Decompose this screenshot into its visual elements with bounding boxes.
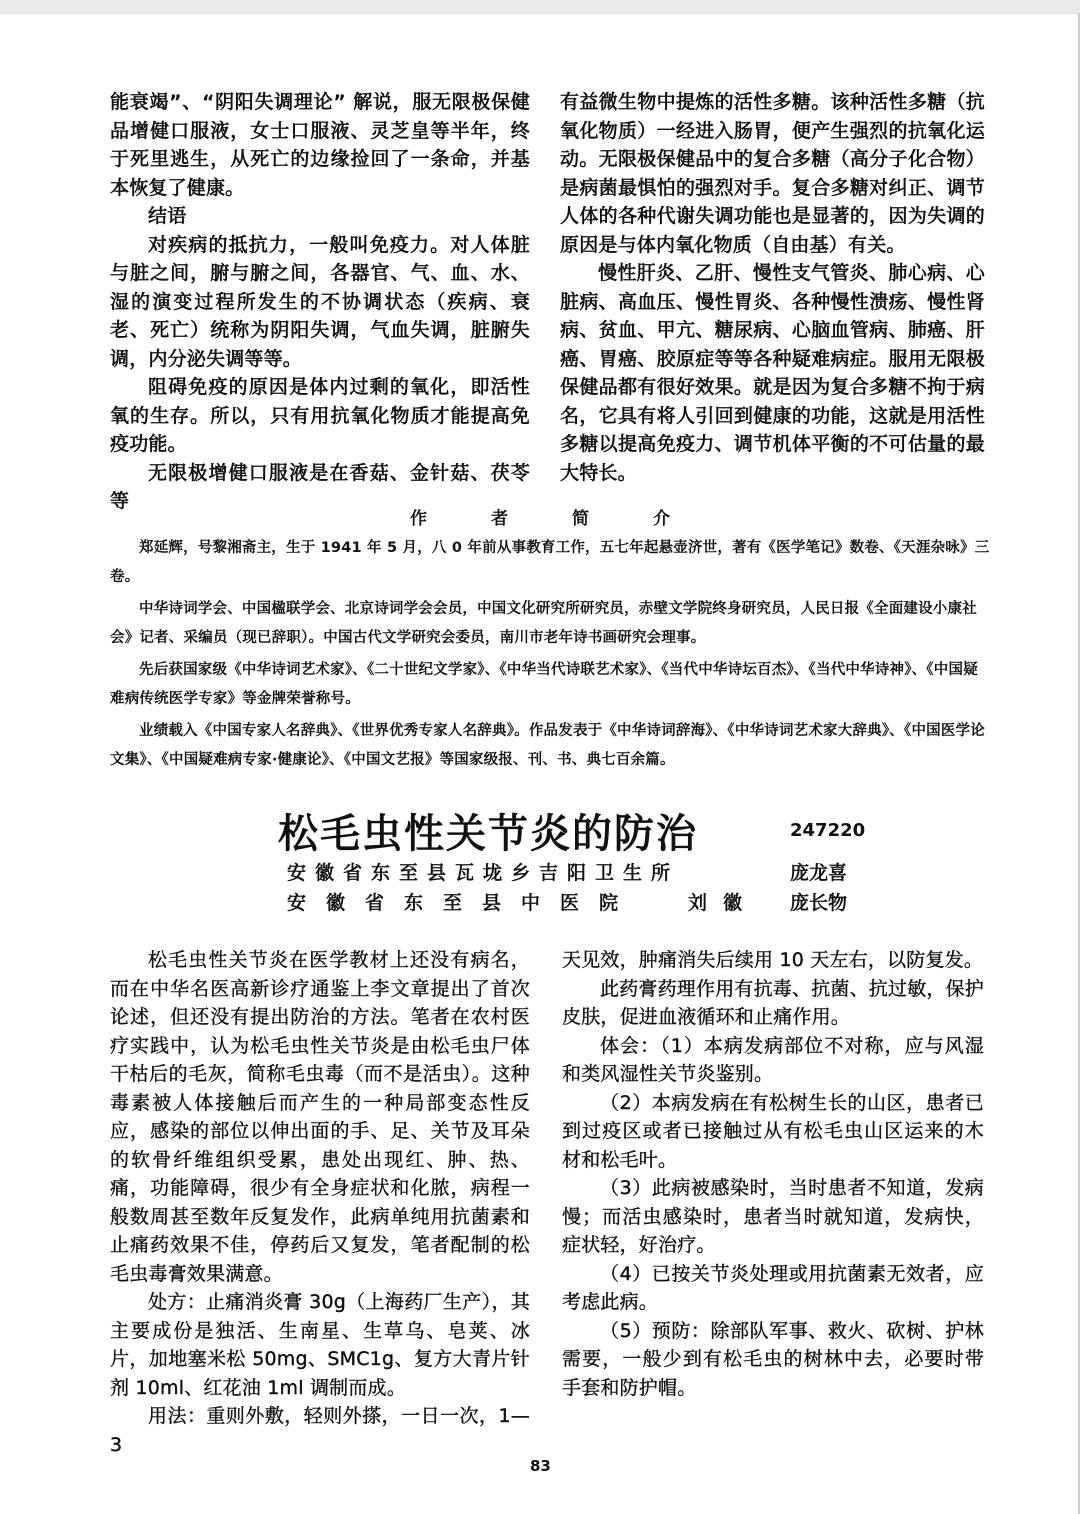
paragraph: 能衰竭”、“阴阳失调理论” 解说，服无限极保健品增健口服液，女士口服液、灵芝皇等半年，终于死里逃生，从死亡的边缘捡回了一条命，并基本恢复了健康。	[110, 91, 530, 199]
paragraph: 天见效，肿痛消失后续用 10 天左右，以防复发。	[562, 949, 984, 971]
heading-char: 者	[491, 509, 508, 529]
paragraph: （2）本病发病在有松树生长的山区，患者已到过疫区或者已接触过从有松毛虫山区运来的木材和松毛叶。	[562, 1091, 984, 1171]
article2-right-column	[562, 946, 984, 1402]
paragraph: 此药膏药理作用有抗毒、抗菌、抗过敏，保护皮肤，促进血液循环和止痛作用。	[562, 977, 985, 1028]
article-title: 松毛虫性关节炎的防治	[278, 811, 698, 857]
affiliation: 安徽省东至县瓦垅乡吉阳卫生所	[287, 862, 680, 884]
affiliation: 安徽省东至县中医院	[287, 892, 639, 914]
article2-left-column	[110, 946, 530, 1459]
paragraph: 对疾病的抵抗力，一般叫免疫力。对人体脏与脏之间，腑与腑之间，各器官、气、血、水、湿的演变过程所发生的不协调状态（疾病、衰老、死亡）统称为阴阳失调，气血失调，脏腑失调，内分泌失调等等。	[110, 233, 530, 370]
postcode: 247220	[790, 820, 866, 841]
paragraph: （3）此病被感染时，当时患者不知道，发病慢；而活虫感染时，患者当时就知道，发病快，症状轻，好治疗。	[562, 1177, 984, 1256]
paragraph: 用法：重则外敷，轻则外搽，一日一次，1—3	[110, 1405, 530, 1456]
paragraph: 阻碍免疫的原因是体内过剩的氧化，即活性氧的生存。所以，只有用抗氧化物质才能提高免疫功能。	[110, 376, 530, 455]
section-heading: 结语	[148, 205, 187, 227]
page-number: 83	[530, 1457, 551, 1475]
article1-left-column	[110, 88, 530, 516]
paragraph: 体会：（1）本病发病部位不对称，应与风湿和类风湿性关节炎鉴别。	[562, 1034, 984, 1085]
paragraph: （4）已按关节炎处理或用抗菌素无效者，应考虑此病。	[562, 1262, 984, 1313]
author-name: 刘徽	[688, 892, 759, 914]
paragraph: 无限极增健口服液是在香菇、金针菇、茯苓等	[110, 461, 530, 512]
bio-paragraph: 中华诗词学会、中国楹联学会、北京诗词学会会员，中国文化研究所研究员，赤壁文学院终身研究员，人民日报《全面建设小康社会》记者、采编员（现已辞职）。中国古代文学研究会委员，南川市老年诗书画研究会理事。	[110, 601, 977, 646]
heading-char: 作	[410, 509, 427, 529]
paragraph: 有益微生物中提炼的活性多糖。该种活性多糖（抗氧化物质）一经进入肠胃，便产生强烈的抗氧化运动。无限极保健品中的复合多糖（高分子化合物）是病菌最惧怕的强烈对手。复合多糖对纠正、调节人体的各种代谢失调功能也是显著的，因为失调的原因是与体内氧化物质（自由基）有关。	[560, 91, 985, 256]
paragraph: 慢性肝炎、乙肝、慢性支气管炎、肺心病、心脏病、高血压、慢性胃炎、各种慢性溃疡、慢性肾病、贫血、甲亢、糖尿病、心脑血管病、肺癌、肝癌、胃癌、胶原症等等各种疑难病症。服用无限极保健品都有很好效果。就是因为复合多糖不拘于病名，它具有将人引回到健康的功能，这就是用活性多糖以提高免疫力、调节机体平衡的不可估量的最大特长。	[560, 262, 985, 484]
bio-paragraph: 业绩载入《中国专家人名辞典》、《世界优秀专家人名辞典》。作品发表于《中华诗词辞海》、《中华诗词艺术家大辞典》、《中国医学论文集》、《中国疑难病专家·健康论》、《中国文艺报》等国家级报、刊、书、典七百余篇。	[110, 723, 985, 768]
scan-top-band	[0, 0, 1080, 14]
paragraph: 松毛虫性关节炎在医学教材上还没有病名，而在中华名医高新诊疗通鉴上李文章提出了首次论述，但还没有提出防治的方法。笔者在农村医疗实践中，认为松毛虫性关节炎是由松毛虫尸体干枯后的毛灰，简称毛虫毒（而不是活虫）。这种毒素被人体接触后而产生的一种局部变态性反应，感染的部位以伸出面的手、足、关节及耳朵的软骨纤维组织受累，患处出现红、肿、热、痛，功能障碍，很少有全身症状和化脓，病程一般数周甚至数年反复发作，此病单纯用抗菌素和止痛药效果不佳，停药后又复发，笔者配制的松毛虫毒膏效果满意。	[110, 949, 530, 1285]
bio-paragraph: 郑延辉，号黎湘斋主，生于 1941 年 5 月，八 0 年前从事教育工作，五七年起悬壶济世，著有《医学笔记》数卷、《天涯杂咏》三卷。	[110, 540, 990, 585]
article1-right-column	[560, 88, 985, 487]
heading-char: 介	[653, 509, 670, 529]
paragraph: 处方：止痛消炎膏 30g（上海药厂生产），其主要成份是独活、生南星、生草乌、皂荚、冰片，加地塞米松 50mg、SMC1g、复方大青片针剂 10ml、红花油 1ml 调制而成。	[110, 1291, 530, 1399]
author-bio-heading	[410, 504, 670, 529]
bio-paragraph: 先后获国家级《中华诗词艺术家》、《二十世纪文学家》、《中华当代诗联艺术家》、《当代中华诗坛百杰》、《当代中华诗神》、《中国疑难病传统医学专家》等金牌荣誉称号。	[110, 662, 978, 707]
paragraph: （5）预防：除部队军事、救火、砍树、护林需要，一般少到有松毛虫的树林中去，必要时带手套和防护帽。	[562, 1319, 984, 1399]
author-bio	[110, 534, 990, 778]
author-name: 庞龙喜	[790, 862, 848, 884]
author-name: 庞长物	[790, 892, 848, 914]
heading-char: 简	[572, 509, 589, 529]
